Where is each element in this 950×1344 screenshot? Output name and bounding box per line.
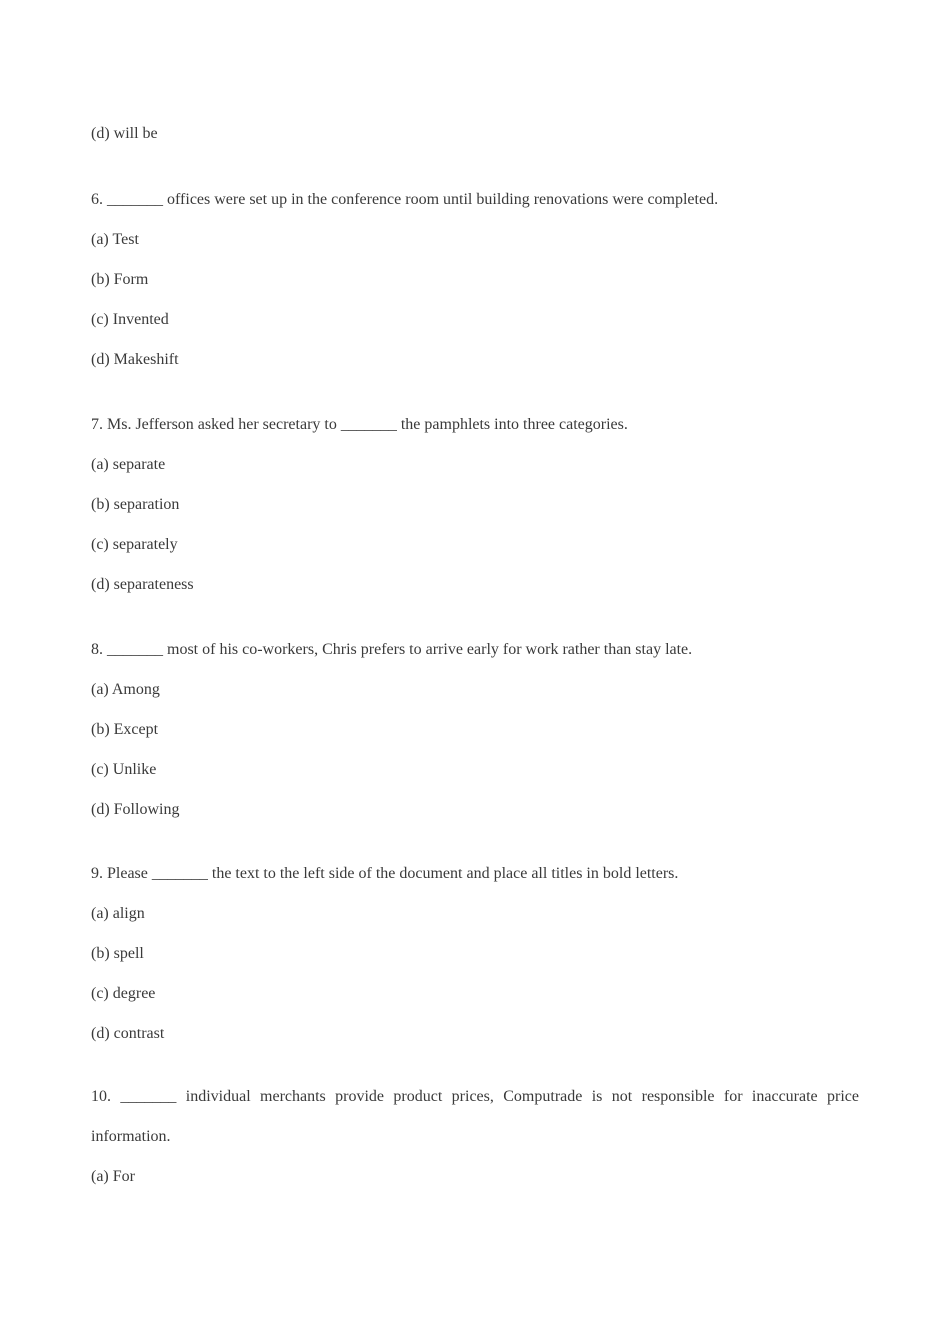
option-8a: (a) Among [91, 681, 160, 698]
question-6-stem: 6. _______ offices were set up in the conference room until building renovations were completed. [91, 191, 719, 208]
option-6a: (a) Test [91, 231, 139, 248]
question-9-stem: 9. Please _______ the text to the left side of the document and place all titles in bold letters. [91, 865, 679, 882]
option-7a: (a) separate [91, 456, 166, 473]
option-7b: (b) separation [91, 496, 180, 513]
option-9a: (a) align [91, 905, 145, 922]
option-6d: (d) Makeshift [91, 351, 179, 368]
option-10a: (a) For [91, 1168, 135, 1185]
option-5d: (d) will be [91, 125, 158, 142]
option-8c: (c) Unlike [91, 761, 157, 778]
option-9b: (b) spell [91, 945, 144, 962]
question-8-stem: 8. _______ most of his co-workers, Chris prefers to arrive early for work rather than stay late. [91, 641, 693, 658]
option-9d: (d) contrast [91, 1025, 165, 1042]
option-6c: (c) Invented [91, 311, 169, 328]
option-9c: (c) degree [91, 985, 156, 1002]
option-7d: (d) separateness [91, 576, 194, 593]
question-7-stem: 7. Ms. Jefferson asked her secretary to _______ the pamphlets into three categories. [91, 416, 628, 433]
option-8b: (b) Except [91, 721, 159, 738]
option-8d: (d) Following [91, 801, 180, 818]
option-7c: (c) separately [91, 536, 178, 553]
option-6b: (b) Form [91, 271, 149, 288]
question-10-stem-line2: information. [91, 1128, 171, 1145]
question-10-stem-line1: 10. _______ individual merchants provide product prices, Computrade is not responsible for inaccurate price [91, 1088, 859, 1105]
